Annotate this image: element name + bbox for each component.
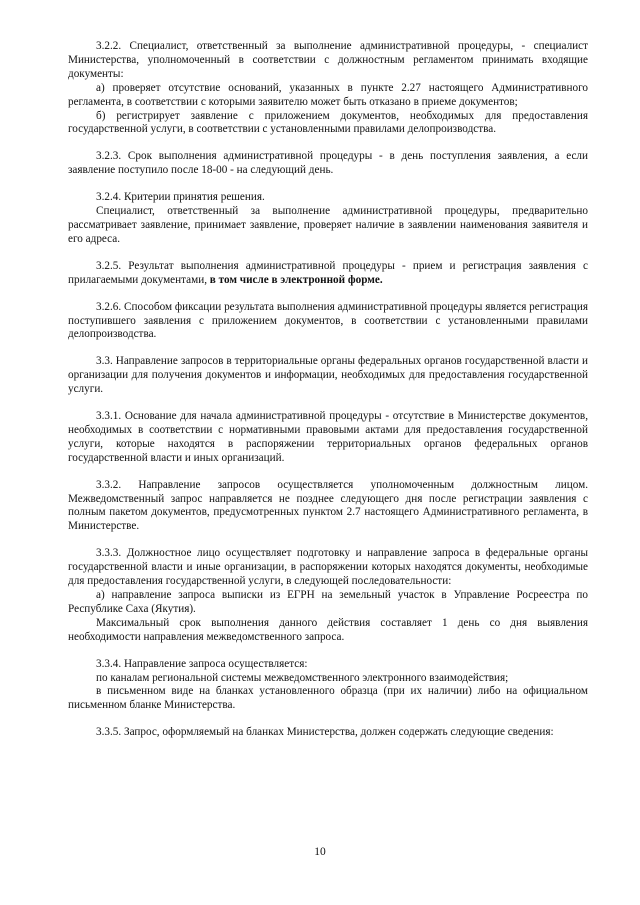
paragraph-3-2-5 <box>68 260 588 288</box>
page-number: 10 <box>314 846 326 858</box>
paragraph-3-3-2: 3.3.2. Направление запросов осуществляется уполномоченным должностным лицом. Межведомственный запрос направляется не позднее следующего дня после регистрации заявления с полным пакетом документов, предусмотренных пунктом 2.7 настоящего Административного регламента, в Министерстве. <box>68 478 588 533</box>
paragraph-3-3-4: 3.3.4. Направление запроса осуществляется: <box>96 657 308 670</box>
paragraph-3-3-3: 3.3.3. Должностное лицо осуществляет подготовку и направление запроса в федеральные органы государственной власти и иные организации, в распоряжении которых находятся документы, необходимые для предоставления государственной услуги, в следующей последовательности: <box>68 547 588 588</box>
document-body <box>68 40 588 740</box>
paragraph-3-2-5-text: 3.2.5. Результат выполнения административной процедуры - прием и регистрация заявления с прилагаемыми документами, <box>68 259 588 286</box>
paragraph-3-2-2: 3.2.2. Специалист, ответственный за выполнение административной процедуры, - специалист Министерства, уполномоченный в соответствии с должностным регламентом принимать входящие документы: <box>68 40 588 80</box>
paragraph-3-3: 3.3. Направление запросов в территориальные органы федеральных органов государственной власти и организации для получения документов и информации, необходимых для предоставления государственной услуги. <box>68 355 588 396</box>
paragraph-3-2-5-bold: в том числе в электронной форме. <box>207 273 383 286</box>
paragraph-3-3-4-channel-paper: в письменном виде на бланках установленного образца (при их наличии) либо на официальном письменном бланке Министерства. <box>68 685 588 712</box>
paragraph-3-3-3-item-a: а) направление запроса выписки из ЕГРН на земельный участок в Управление Росреестра по Республике Саха (Якутия). <box>68 589 588 615</box>
paragraph-3-3-4-channel-electronic: по каналам региональной системы межведомственного электронного взаимодействия; <box>96 671 509 684</box>
paragraph-3-2-6: 3.2.6. Способом фиксации результата выполнения административной процедуры является регистрация поступившего заявления с приложением документов, в соответствии с установленными правилами делопроизводства. <box>68 300 588 341</box>
paragraph-3-3-5: 3.3.5. Запрос, оформляемый на бланках Министерства, должен содержать следующие сведения: <box>96 726 554 739</box>
paragraph-item-a: а) проверяет отсутствие оснований, указанных в пункте 2.27 настоящего Административного регламента, в соответствии с которыми заявителю может быть отказано в приеме документов; <box>68 81 588 108</box>
paragraph-3-2-3: 3.2.3. Срок выполнения административной процедуры - в день поступления заявления, а если заявление поступило после 18-00 - на следующий день. <box>68 150 588 177</box>
paragraph-3-3-1: 3.3.1. Основание для начала административной процедуры - отсутствие в Министерстве документов, необходимых в соответствии с нормативными правовыми актами для предоставления государственной услуги, которые находятся в распоряжении территориальных органов федеральных органов государственной власти и иных организаций. <box>68 410 588 464</box>
paragraph-3-2-4-body: Специалист, ответственный за выполнение административной процедуры, предварительно рассматривает заявление, принимает заявление, проверяет наличие в заявлении наименования заявителя и его адреса. <box>68 205 588 245</box>
paragraph-3-3-3-deadline: Максимальный срок выполнения данного действия составляет 1 день со дня выявления необходимости направления межведомственного запроса. <box>68 616 588 643</box>
paragraph-3-2-4: 3.2.4. Критерии принятия решения. <box>96 191 265 204</box>
paragraph-item-b: б) регистрирует заявление с приложением документов, необходимых для предоставления государственной услуги, в соответствии с установленными правилами делопроизводства. <box>68 109 588 136</box>
